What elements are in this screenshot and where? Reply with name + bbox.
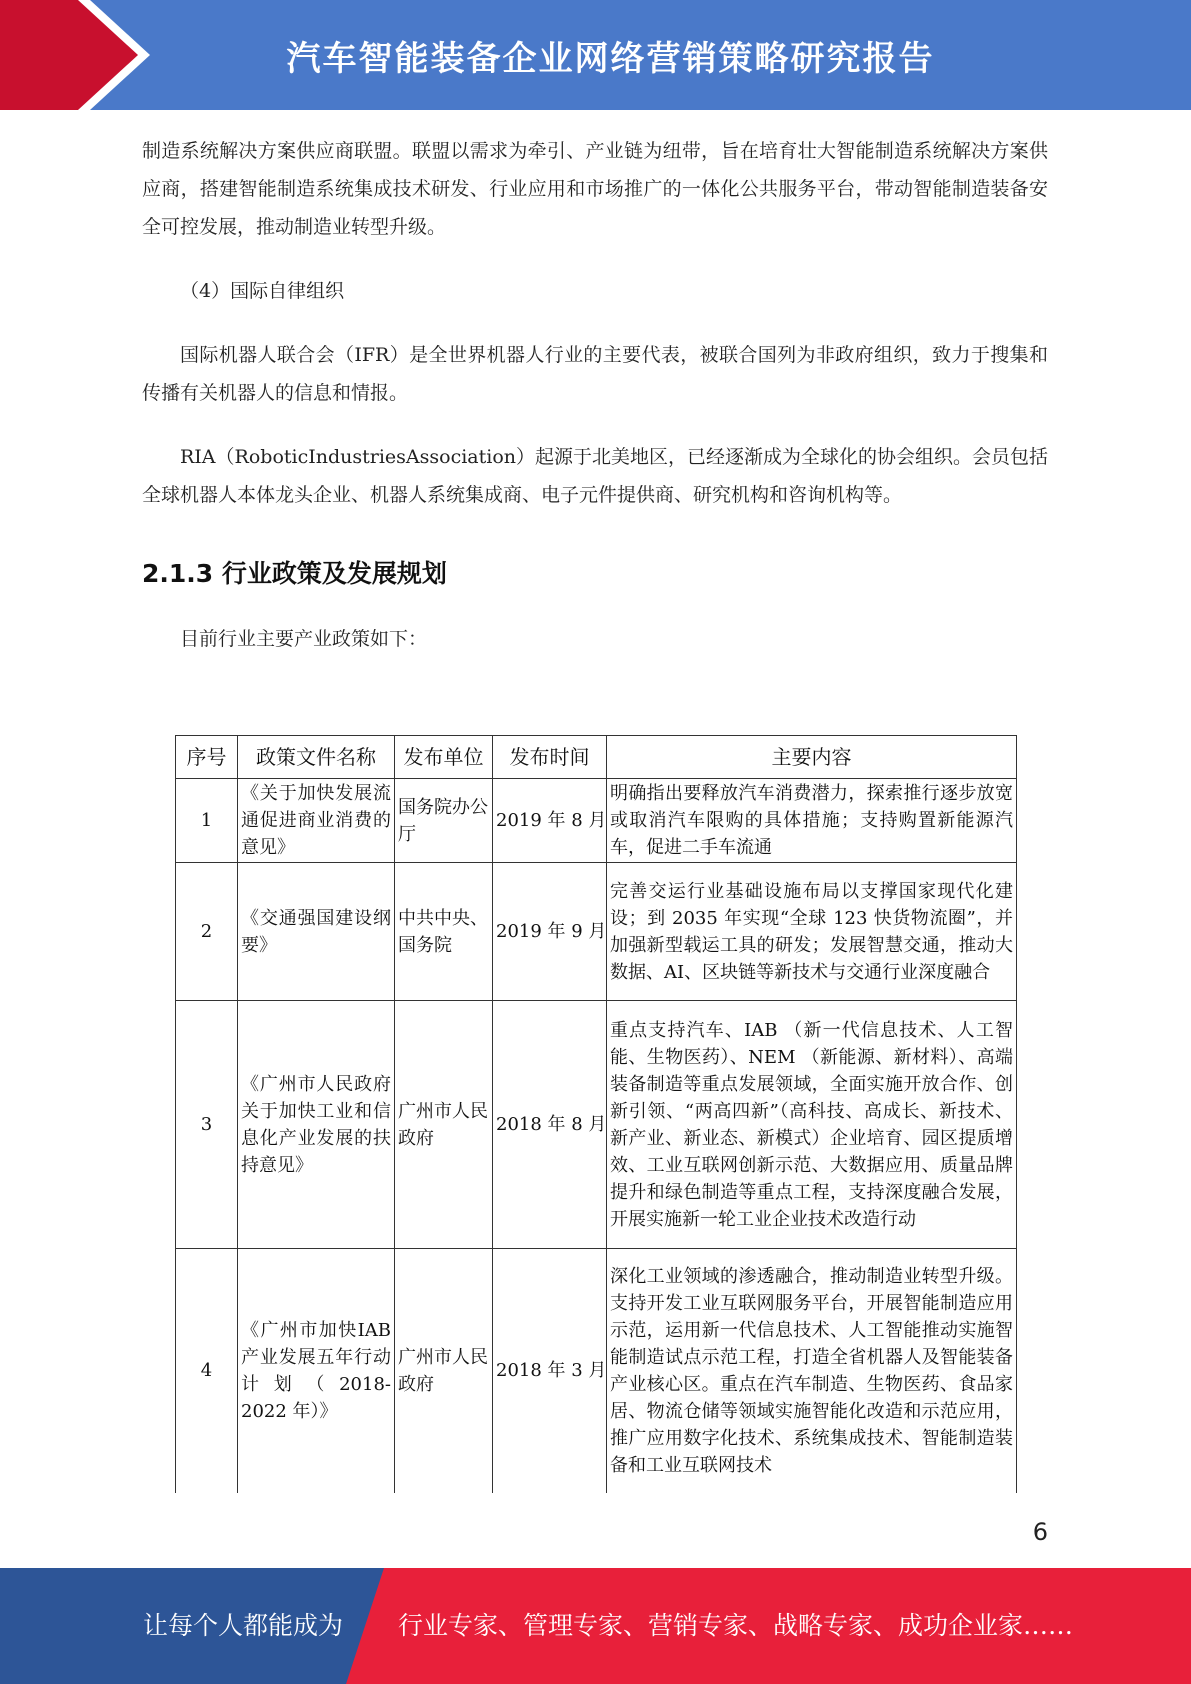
row-issuer: 广州市人民政府 [395,1249,493,1493]
row-no: 4 [176,1249,238,1493]
row-date: 2018 年 3 月 [493,1249,607,1493]
page-header [0,0,1191,110]
row-no: 2 [176,863,238,1001]
row-policy-name: 《交通强国建设纲要》 [238,863,395,1001]
report-title: 汽车智能装备企业网络营销策略研究报告 [286,38,935,79]
row-policy-name: 《广州市人民政府关于加快工业和信息化产业发展的扶持意见》 [238,1001,395,1249]
row-date: 2018 年 8 月 [493,1001,607,1249]
footer-slogan-left: 让每个人都能成为 [143,1611,344,1640]
paragraph-alliance: 制造系统解决方案供应商联盟。联盟以需求为牵引、产业链为纽带，旨在培育壮大智能制造系统解决方案供应商，搭建智能制造系统集成技术研发、行业应用和市场推广的一体化公共服务平台，带动智能制造装备安全可控发展，推动制造业转型升级。 [142,140,1048,238]
page-number: 6 [1032,1518,1048,1546]
subheading-intl-orgs: （4）国际自律组织 [180,280,345,302]
paragraph-ifr: 国际机器人联合会（IFR）是全世界机器人行业的主要代表，被联合国列为非政府组织，致力于搜集和传播有关机器人的信息和情报。 [142,344,1048,404]
page-footer [0,1568,1191,1684]
row-content: 重点支持汽车、IAB （新一代信息技术、人工智能、生物医药）、NEM （新能源、新材料）、高端装备制造等重点发展领域，全面实施开放合作、创新引领、“两高四新”（高科技、高成长、新技术、新产业、新业态、新模式）企业培育、园区提质增效、工业互联网创新示范、大数据应用、质量品牌提升和绿色制造等重点工程，支持深度融合发展，开展实施新一轮工业企业技术改造行动 [607,1001,1017,1249]
paragraph-ria: RIA（RoboticIndustriesAssociation）起源于北美地区，已经逐渐成为全球化的协会组织。会员包括全球机器人本体龙头企业、机器人系统集成商、电子元件提供商、研究机构和咨询机构等。 [142,446,1049,506]
row-issuer: 广州市人民政府 [395,1001,493,1249]
main-content [142,132,1048,658]
header-policy-name: 政策文件名称 [238,736,395,779]
row-policy-name: 《关于加快发展流通促进商业消费的意见》 [238,779,395,863]
row-no: 3 [176,1001,238,1249]
table-intro: 目前行业主要产业政策如下： [180,628,428,650]
table-row [176,1001,1017,1249]
table-header-row [176,736,1017,779]
footer-slogan-right: 行业专家、管理专家、营销专家、战略专家、成功企业家…… [398,1611,1074,1640]
row-policy-name: 《广州市加快IAB 产业发展五年行动计划（2018-2022 年）》 [238,1249,395,1493]
row-content: 明确指出要释放汽车消费潜力，探索推行逐步放宽或取消汽车限购的具体措施；支持购置新能源汽车，促进二手车流通 [607,779,1017,863]
row-content: 深化工业领域的渗透融合，推动制造业转型升级。支持开发工业互联网服务平台，开展智能制造应用示范，运用新一代信息技术、人工智能推动实施智能制造试点示范工程，打造全省机器人及智能装备产业核心区。重点在汽车制造、生物医药、食品家居、物流仓储等领域实施智能化改造和示范应用，推广应用数字化技术、系统集成技术、智能制造装备和工业互联网技术 [607,1249,1017,1493]
row-date: 2019 年 8 月 [493,779,607,863]
header-issuer: 发布单位 [395,736,493,779]
row-content: 完善交运行业基础设施布局以支撑国家现代化建设；到 2035 年实现“全球 123 快货物流圈”，并加强新型载运工具的研发；发展智慧交通，推动大数据、AI、区块链等新技术与交通行业深度融合 [607,863,1017,1001]
table-row [176,779,1017,863]
section-title: 2.1.3 行业政策及发展规划 [142,559,447,588]
table-row [176,1249,1017,1493]
row-issuer: 国务院办公厅 [395,779,493,863]
row-date: 2019 年 9 月 [493,863,607,1001]
policy-table [175,735,1017,1493]
row-no: 1 [176,779,238,863]
table-row [176,863,1017,1001]
header-date: 发布时间 [493,736,607,779]
row-issuer: 中共中央、国务院 [395,863,493,1001]
header-content: 主要内容 [607,736,1017,779]
header-no: 序号 [176,736,238,779]
